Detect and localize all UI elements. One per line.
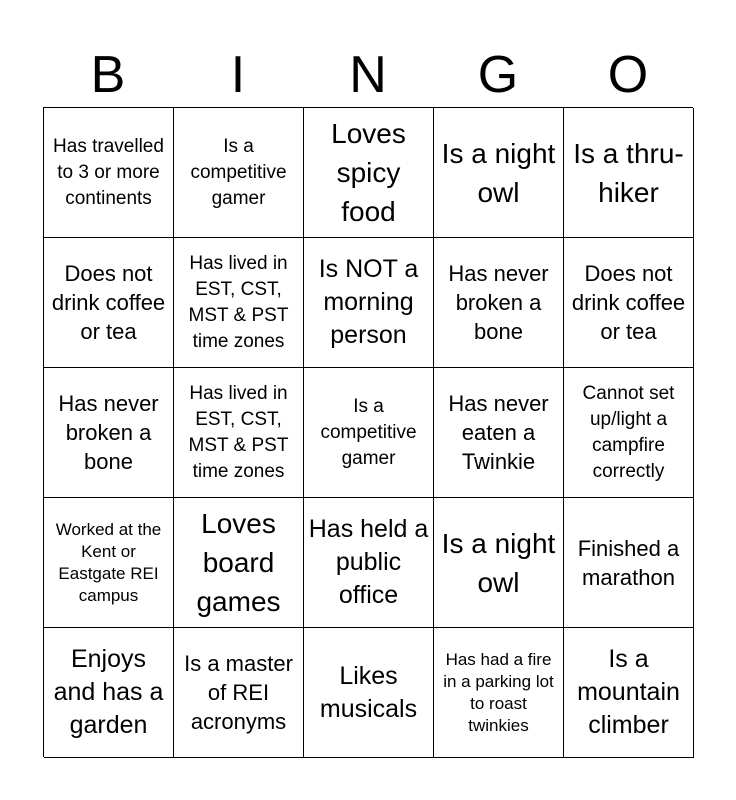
bingo-cell[interactable] bbox=[304, 368, 434, 498]
bingo-cell[interactable] bbox=[564, 368, 694, 498]
bingo-cell[interactable] bbox=[434, 628, 564, 758]
bingo-cell[interactable] bbox=[174, 368, 304, 498]
bingo-cell[interactable] bbox=[174, 498, 304, 628]
cell-text: Has lived in EST, CST, MST & PST time zones bbox=[188, 252, 289, 352]
bingo-cell[interactable] bbox=[564, 628, 694, 758]
cell-text: Has lived in EST, CST, MST & PST time zones bbox=[188, 382, 289, 482]
cell-text: Is a mountain climber bbox=[577, 645, 680, 739]
cell-text: Has never eaten a Twinkie bbox=[448, 391, 549, 474]
cell-text: Has never broken a bone bbox=[58, 391, 159, 474]
bingo-cell[interactable] bbox=[304, 108, 434, 238]
bingo-cell[interactable] bbox=[434, 238, 564, 368]
bingo-cell[interactable] bbox=[174, 108, 304, 238]
cell-text: Has had a fire in a parking lot to roast twinkies bbox=[443, 649, 554, 735]
header-letter-n: N bbox=[349, 46, 387, 104]
bingo-cell[interactable] bbox=[434, 108, 564, 238]
cell-text: Is NOT a morning person bbox=[318, 255, 419, 349]
bingo-cell[interactable] bbox=[44, 368, 174, 498]
bingo-cell[interactable] bbox=[44, 498, 174, 628]
bingo-cell[interactable] bbox=[564, 238, 694, 368]
bingo-cell[interactable] bbox=[434, 498, 564, 628]
cell-text: Is a competitive gamer bbox=[320, 395, 417, 469]
bingo-cell[interactable] bbox=[304, 628, 434, 758]
cell-text: Has never broken a bone bbox=[448, 261, 549, 344]
bingo-cell[interactable] bbox=[44, 628, 174, 758]
cell-text: Cannot set up/light a campfire correctly bbox=[582, 382, 675, 482]
cell-text: Likes musicals bbox=[319, 661, 418, 723]
cell-text: Enjoys and has a garden bbox=[53, 645, 164, 739]
cell-text: Worked at the Kent or Eastgate REI campus bbox=[55, 519, 162, 605]
header-letter-o: O bbox=[607, 46, 649, 104]
cell-text: Is a night owl bbox=[441, 527, 556, 598]
cell-text: Is a competitive gamer bbox=[190, 135, 287, 209]
bingo-cell[interactable] bbox=[304, 238, 434, 368]
bingo-cell[interactable] bbox=[434, 368, 564, 498]
header-letter-i: I bbox=[230, 46, 246, 104]
bingo-cell[interactable] bbox=[174, 238, 304, 368]
bingo-header bbox=[43, 42, 693, 108]
bingo-cell[interactable] bbox=[564, 108, 694, 238]
cell-text: Is a night owl bbox=[441, 137, 556, 208]
header-letter-b: B bbox=[90, 46, 126, 104]
cell-text: Has held a public office bbox=[308, 515, 429, 609]
header-letter-g: G bbox=[477, 46, 519, 104]
bingo-cell[interactable] bbox=[564, 498, 694, 628]
bingo-cell[interactable] bbox=[44, 238, 174, 368]
cell-text: Finished a marathon bbox=[577, 535, 680, 590]
cell-text: Is a master of REI acronyms bbox=[184, 651, 293, 734]
bingo-cell[interactable] bbox=[44, 108, 174, 238]
bingo-cell[interactable] bbox=[174, 628, 304, 758]
cell-text: Does not drink coffee or tea bbox=[571, 261, 686, 344]
cell-text: Does not drink coffee or tea bbox=[51, 261, 166, 344]
cell-text: Has travelled to 3 or more continents bbox=[53, 135, 164, 209]
cell-text: Loves spicy food bbox=[331, 118, 406, 227]
bingo-grid bbox=[43, 107, 693, 757]
cell-text: Is a thru-hiker bbox=[573, 137, 684, 208]
cell-text: Loves board games bbox=[196, 508, 281, 617]
bingo-cell[interactable] bbox=[304, 498, 434, 628]
